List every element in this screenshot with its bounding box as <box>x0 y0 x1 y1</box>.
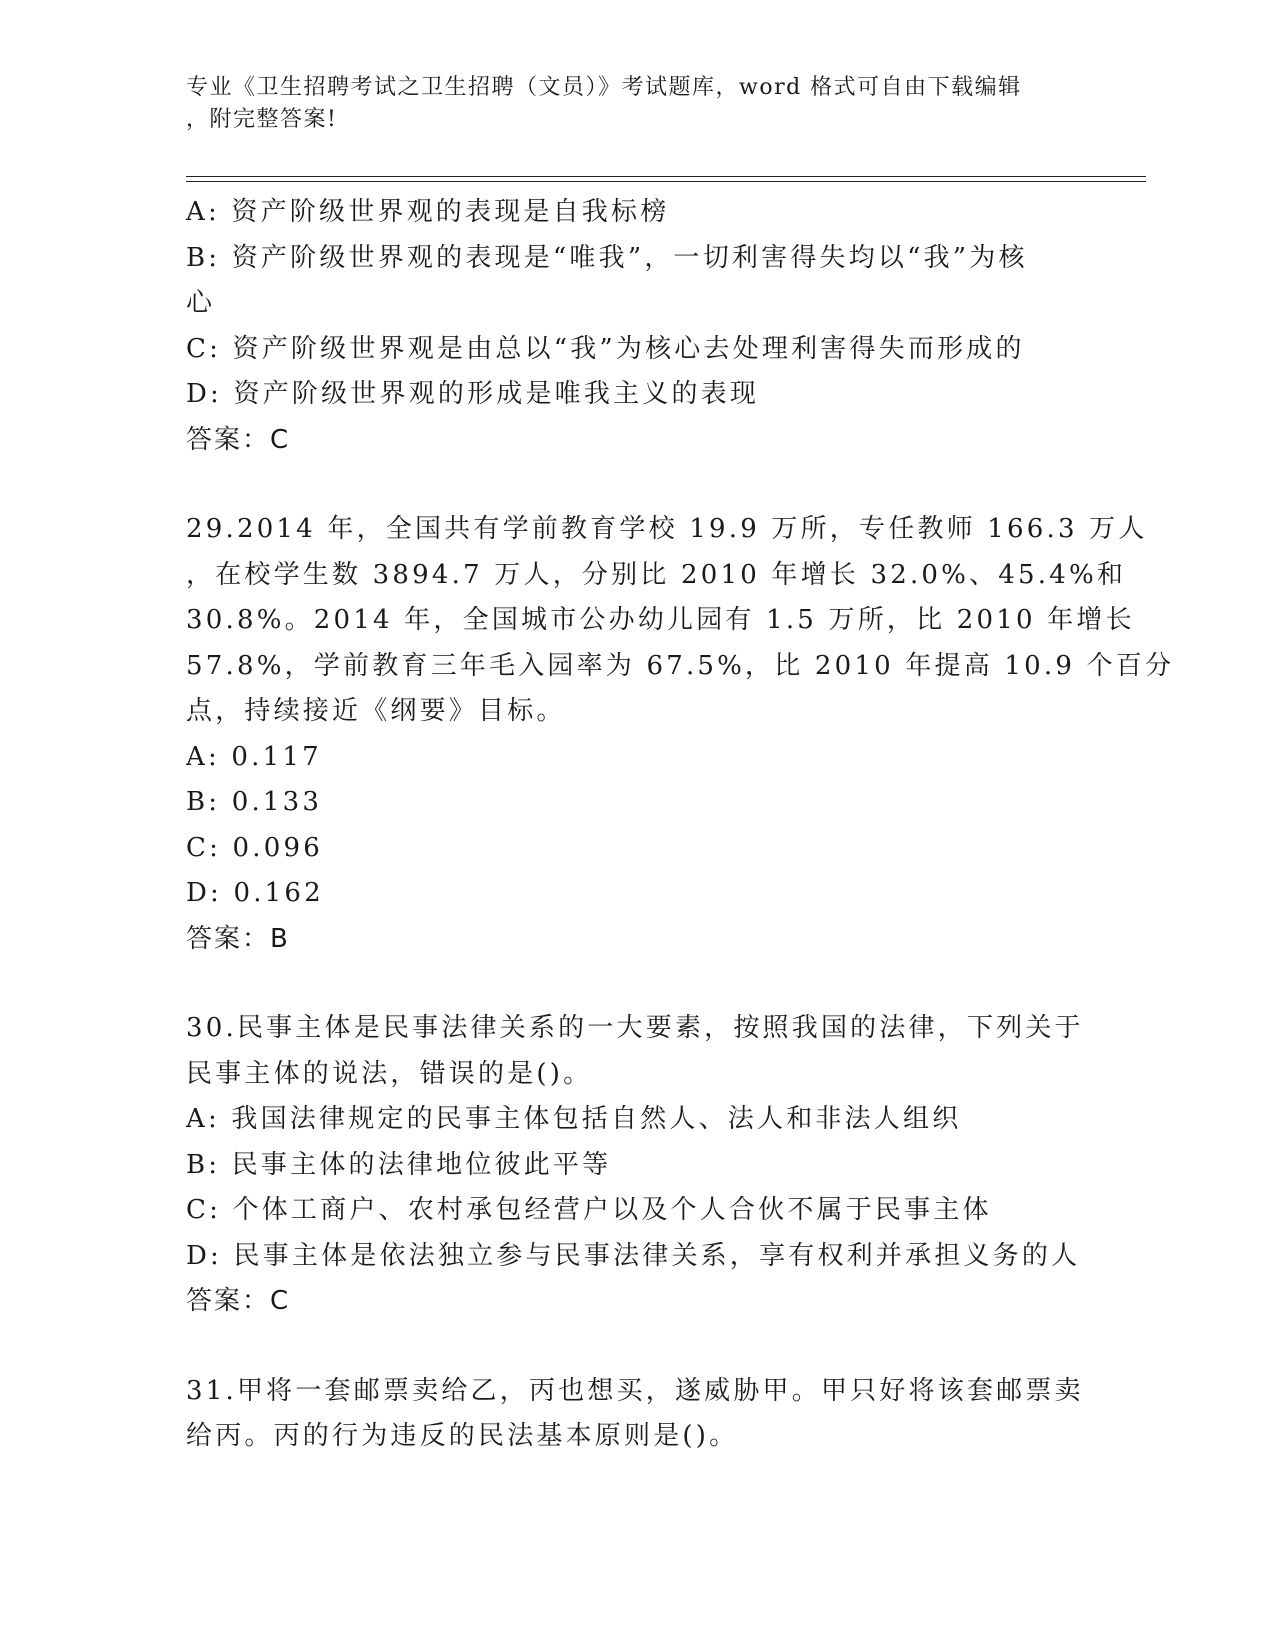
answer: 答案：C <box>186 424 291 455</box>
option-d: D: 0.162 <box>186 878 324 908</box>
option-c: C: 个体工商户、农村承包经营户以及个人合伙不属于民事主体 <box>186 1195 992 1225</box>
question-stem-line: 30.民事主体是民事法律关系的一大要素，按照我国的法律，下列关于 <box>186 1013 1084 1043</box>
question-stem-line: 57.8%，学前教育三年毛入园率为 67.5%，比 2010 年提高 10.9 个百分 <box>186 650 1175 681</box>
question-28 <box>186 190 1066 463</box>
header-line: ，附完整答案! <box>186 107 338 132</box>
question-list <box>186 190 1175 1460</box>
option-b: B: 资产阶级世界观的表现是“唯我”，一切利害得失均以“我”为核 <box>186 242 1028 273</box>
header-line: 专业《卫生招聘考试之卫生招聘（文员）》考试题库，word 格式可自由下载编辑 <box>186 75 1022 100</box>
option-b: B: 民事主体的法律地位彼此平等 <box>186 1149 612 1180</box>
option-b-continued: 心 <box>186 288 216 318</box>
question-29 <box>186 507 1175 962</box>
answer: 答案：B <box>186 923 290 954</box>
option-b: B: 0.133 <box>186 787 323 817</box>
question-stem-line: 民事主体的说法，错误的是()。 <box>186 1058 593 1089</box>
option-a: A: 0.117 <box>186 741 322 772</box>
option-c: C: 资产阶级世界观是由总以“我”为核心去处理利害得失而形成的 <box>186 333 1025 364</box>
question-stem-line: 30.8%。2014 年，全国城市公办幼儿园有 1.5 万所，比 2010 年增长 <box>186 605 1135 635</box>
document-header <box>186 72 1066 136</box>
answer: 答案：C <box>186 1286 291 1316</box>
question-31 <box>186 1369 1084 1460</box>
question-stem-line: ，在校学生数 3894.7 万人，分别比 2010 年增长 32.0%、45.4%和 <box>186 559 1127 590</box>
option-c: C: 0.096 <box>186 832 323 863</box>
option-a: A: 我国法律规定的民事主体包括自然人、法人和非法人组织 <box>186 1104 962 1134</box>
question-30 <box>186 1006 1084 1325</box>
question-stem-line: 给丙。丙的行为违反的民法基本原则是()。 <box>186 1421 739 1451</box>
option-d: D: 民事主体是依法独立参与民事法律关系，享有权利并承担义务的人 <box>186 1240 1081 1271</box>
option-a: A: 资产阶级世界观的表现是自我标榜 <box>186 197 670 227</box>
question-stem-line: 29.2014 年，全国共有学前教育学校 19.9 万所，专任教师 166.3 万人 <box>186 514 1148 544</box>
option-d: D: 资产阶级世界观的形成是唯我主义的表现 <box>186 379 760 409</box>
question-stem-line: 31.甲将一套邮票卖给乙，丙也想买，遂威胁甲。甲只好将该套邮票卖 <box>186 1375 1084 1406</box>
question-stem-line: 点，持续接近《纲要》目标。 <box>186 696 566 726</box>
header-divider <box>186 176 1146 182</box>
